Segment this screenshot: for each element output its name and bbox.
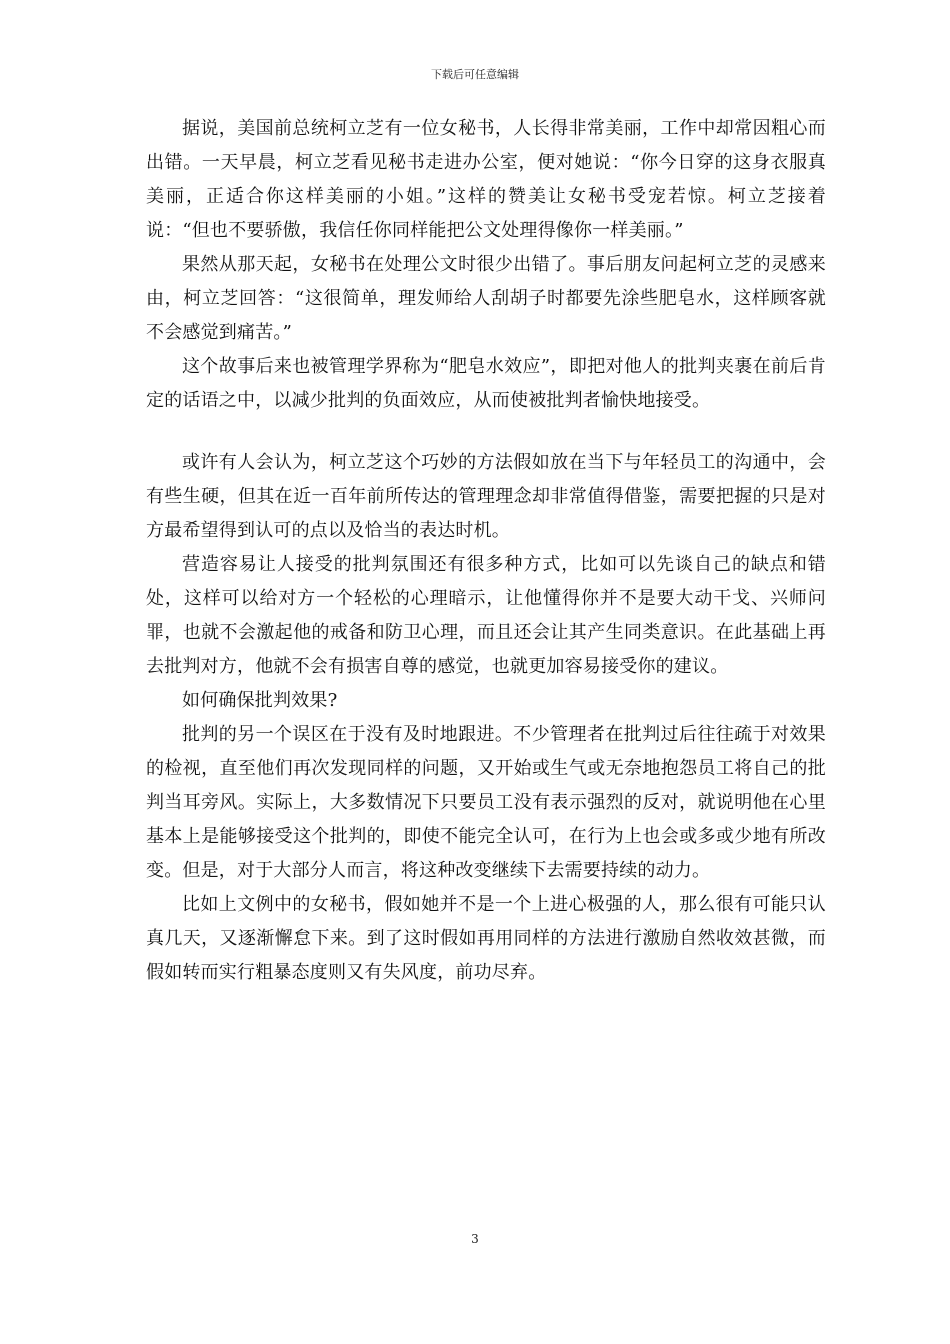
paragraph: 批判的另一个误区在于没有及时地跟进。不少管理者在批判过后往往疏于对效果的检视，直至他们再次发现同样的问题，又开始或生气或无奈地抱怨员工将自己的批判当耳旁风。实际上，大多数情况下只要员工没有表示强烈的反对，就说明他在心里基本上是能够接受这个批判的，即使不能完全认可，在行为上也会或多或少地有所改变。但是，对于大部分人而言，将这种改变继续下去需要持续的动力。 — [146, 724, 826, 881]
paragraph: 据说，美国前总统柯立芝有一位女秘书，人长得非常美丽，工作中却常因粗心而出错。一天早晨，柯立芝看见秘书走进办公室，便对她说：“你今日穿的这身衣服真美丽，正适合你这样美丽的小姐。”这样的赞美让女秘书受宠若惊。柯立芝接着说：“但也不要骄傲，我信任你同样能把公文处理得像你一样美丽。” — [146, 118, 826, 241]
page-number: 3 — [471, 1232, 479, 1246]
paragraph: 果然从那天起，女秘书在处理公文时很少出错了。事后朋友问起柯立芝的灵感来由，柯立芝回答：“这很简单，理发师给人刮胡子时都要先涂些肥皂水，这样顾客就不会感觉到痛苦。” — [146, 254, 826, 343]
blank-line — [146, 418, 826, 446]
paragraph: 比如上文例中的女秘书，假如她并不是一个上进心极强的人，那么很有可能只认真几天，又逐渐懈怠下来。到了这时假如再用同样的方法进行激励自然收效甚微，而假如转而实行粗暴态度则又有失风度，前功尽弃。 — [146, 894, 826, 983]
document-body — [146, 112, 826, 990]
paragraph: 或许有人会认为，柯立芝这个巧妙的方法假如放在当下与年轻员工的沟通中，会有些生硬，但其在近一百年前所传达的管理理念却非常值得借鉴，需要把握的只是对方最希望得到认可的点以及恰当的表达时机。 — [146, 452, 826, 541]
page-header: 下载后可任意编辑 — [431, 68, 519, 81]
paragraph: 这个故事后来也被管理学界称为“肥皂水效应”，即把对他人的批判夹裹在前后肯定的话语之中，以减少批判的负面效应，从而使被批判者愉快地接受。 — [146, 356, 826, 411]
paragraph: 营造容易让人接受的批判氛围还有很多种方式，比如可以先谈自己的缺点和错处，这样可以给对方一个轻松的心理暗示，让他懂得你并不是要大动干戈、兴师问罪，也就不会激起他的戒备和防卫心理，而且还会让其产生同类意识。在此基础上再去批判对方，他就不会有损害自尊的感觉，也就更加容易接受你的建议。 — [146, 554, 826, 677]
section-question: 如何确保批判效果? — [182, 690, 338, 711]
